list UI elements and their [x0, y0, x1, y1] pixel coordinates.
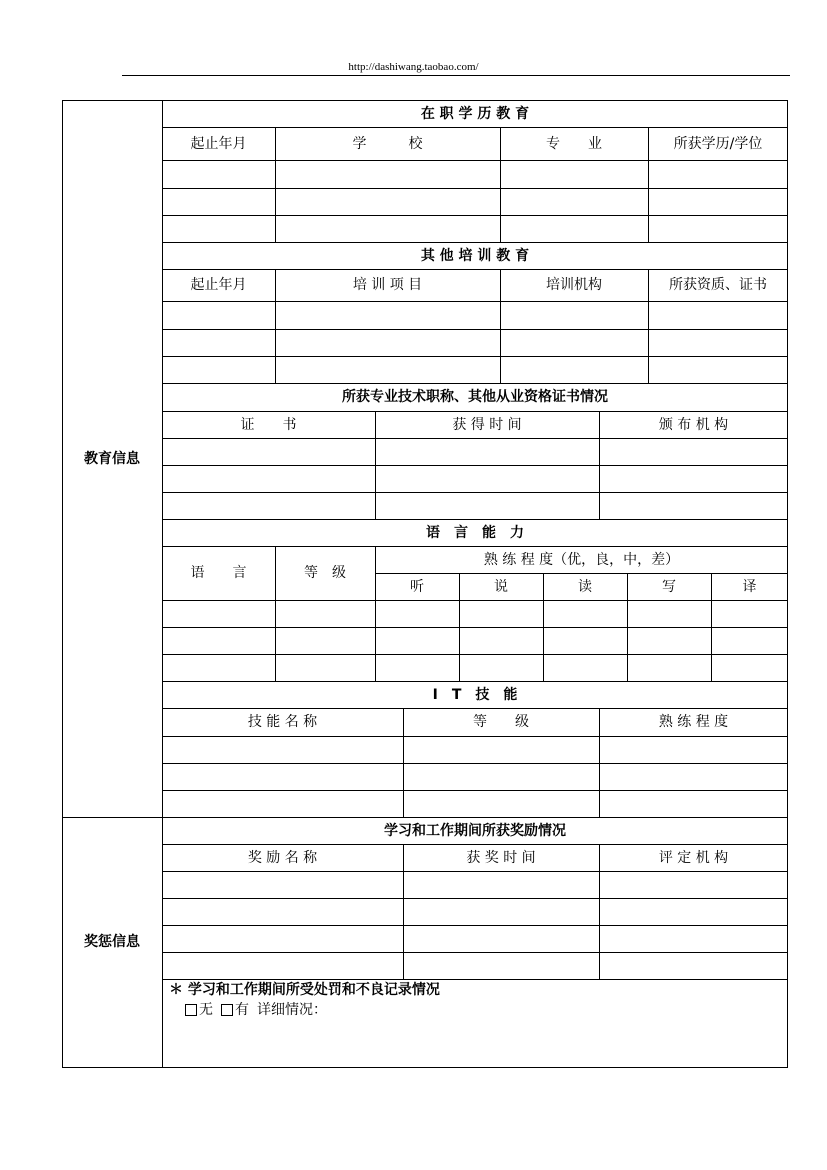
language-header-level: 等 级 — [304, 565, 346, 581]
inservice-header-degree: 所获学历/学位 — [673, 135, 763, 152]
section-label-rewards: 奖惩信息 — [84, 934, 140, 950]
inservice-header-school: 学 校 — [352, 135, 423, 152]
grid-line — [162, 654, 788, 655]
awards-header-name: 奖 励 名 称 — [247, 849, 318, 866]
penalty-block — [169, 983, 440, 1017]
penalty-title: ＊ 学习和工作期间所受处罚和不良记录情况 — [169, 982, 440, 998]
inservice-header-period: 起止年月 — [190, 135, 247, 152]
resume-form — [62, 100, 788, 1068]
grid-line — [162, 492, 788, 493]
certificates-header-issuer: 颁 布 机 构 — [658, 416, 729, 433]
grid-line — [162, 465, 788, 466]
training-title: 其 他 培 训 教 育 — [420, 247, 530, 264]
training-header-institution: 培训机构 — [546, 277, 602, 293]
language-sub-translate: 译 — [742, 578, 757, 595]
certificates-header-cert: 证 书 — [240, 416, 297, 433]
language-header-proficiency: 熟 练 程 度（优，良，中，差） — [483, 551, 680, 568]
language-sub-read: 读 — [578, 578, 592, 595]
grid-line — [162, 763, 788, 764]
awards-header-date: 获 奖 时 间 — [466, 849, 536, 866]
it-skills-header-level: 等 级 — [473, 714, 529, 730]
grid-line — [162, 356, 788, 357]
it-skills-header-name: 技 能 名 称 — [247, 714, 318, 730]
section-label-education: 教育信息 — [84, 450, 140, 467]
training-header-certificate: 所获资质、证书 — [669, 277, 767, 293]
penalty-options — [169, 1003, 440, 1017]
grid-line — [162, 301, 788, 302]
language-sub-speak: 说 — [494, 578, 508, 595]
header-url: http://dashiwang.taobao.com/ — [348, 61, 479, 73]
checkbox-icon[interactable] — [221, 1004, 233, 1016]
grid-line — [162, 188, 788, 189]
awards-title: 学习和工作期间所获奖励情况 — [384, 822, 566, 839]
certificates-title: 所获专业技术职称、其他从业资格证书情况 — [342, 389, 608, 405]
checkbox-icon[interactable] — [185, 1004, 197, 1016]
it-skills-title: I T 技 能 — [432, 686, 518, 703]
grid-line — [162, 736, 788, 737]
language-sub-listen: 听 — [410, 578, 424, 595]
grid-line — [162, 438, 788, 439]
language-header-language: 语 言 — [190, 565, 247, 581]
training-header-project: 培 训 项 目 — [352, 277, 423, 293]
it-skills-header-proficiency: 熟 练 程 度 — [658, 714, 729, 730]
grid-line — [162, 160, 788, 161]
penalty-details-label: 详细情况： — [257, 1002, 327, 1018]
awards-header-authority: 评 定 机 构 — [658, 849, 729, 866]
penalty-option-yes-label: 有 — [235, 1002, 249, 1018]
inservice-header-major: 专 业 — [546, 135, 602, 152]
penalty-option-none[interactable] — [185, 1003, 213, 1017]
language-title: 语 言 能 力 — [426, 524, 524, 541]
grid-line — [162, 925, 788, 926]
grid-line — [62, 1067, 788, 1068]
penalty-option-yes[interactable] — [221, 1003, 249, 1017]
grid-line — [162, 898, 788, 899]
training-header-period: 起止年月 — [190, 277, 247, 293]
grid-line — [162, 979, 788, 980]
inservice-title: 在 职 学 历 教 育 — [420, 105, 530, 122]
grid-line — [162, 952, 788, 953]
certificates-header-date: 获 得 时 间 — [452, 416, 522, 433]
grid-line — [162, 627, 788, 628]
grid-line — [162, 871, 788, 872]
grid-line — [162, 329, 788, 330]
grid-line — [162, 790, 788, 791]
header-divider — [122, 75, 790, 76]
penalty-option-none-label: 无 — [199, 1002, 213, 1018]
grid-line — [162, 600, 788, 601]
grid-line — [162, 215, 788, 216]
language-sub-write: 写 — [662, 578, 676, 595]
